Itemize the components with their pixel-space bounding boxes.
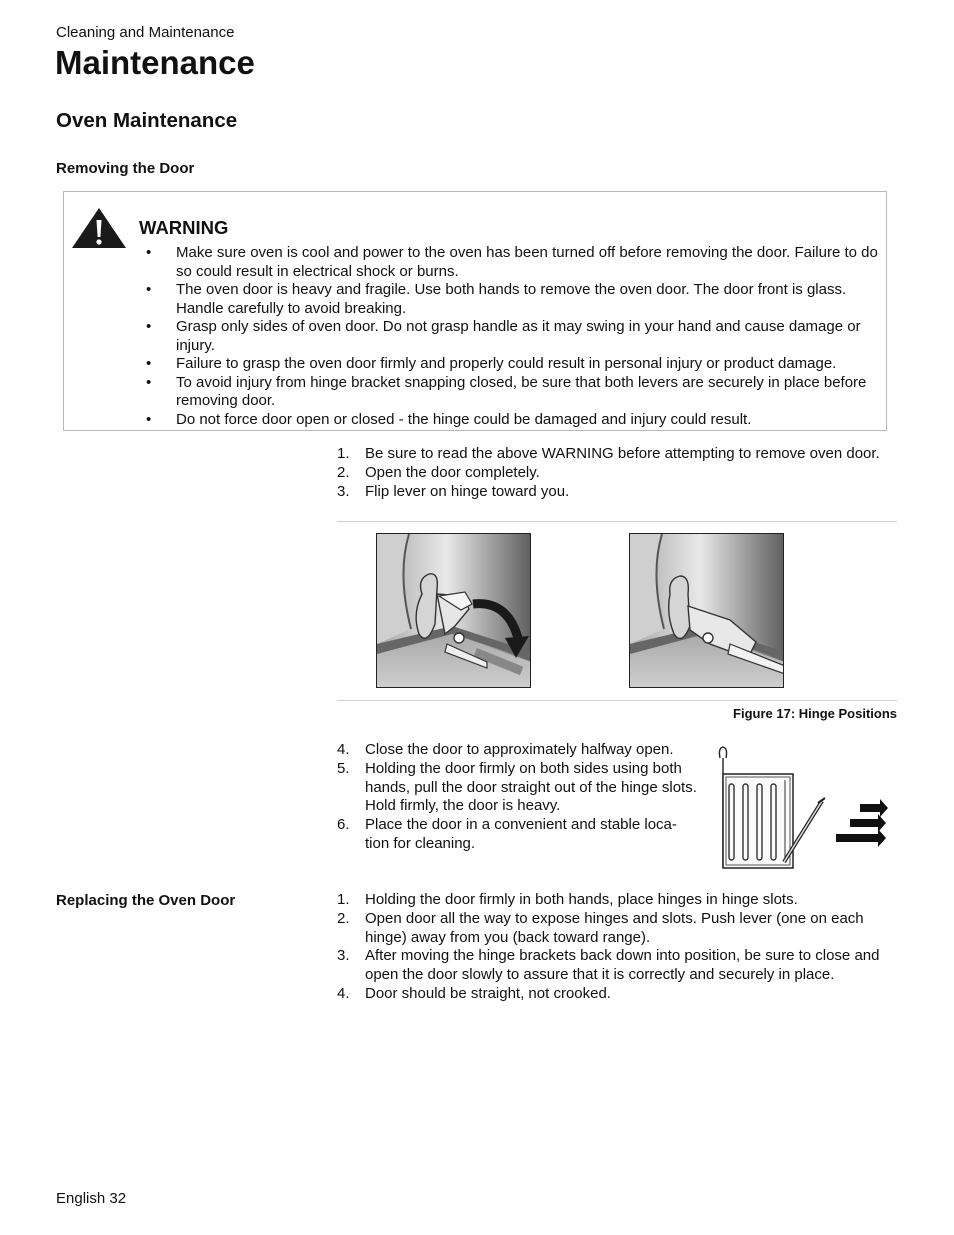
page-footer: English 32 <box>56 1190 127 1207</box>
warning-triangle-icon <box>71 207 127 249</box>
removing-door-heading: Removing the Door <box>56 160 195 177</box>
replacing-door-heading: Replacing the Oven Door <box>56 892 236 909</box>
page-title: Maintenance <box>55 44 255 81</box>
figure-caption: Figure 17: Hinge Positions <box>733 706 897 721</box>
figure-bottom-rule <box>337 700 897 701</box>
warning-item: • Grasp only sides of oven door. Do not grasp handle as it may swing in your hand and cause damage or injury. <box>146 318 861 354</box>
warning-item: • To avoid injury from hinge bracket snapping closed, be sure that both levers are securely in place before removing door. <box>146 373 867 409</box>
warning-item: • Failure to grasp the oven door firmly and properly could result in personal injury or product damage. <box>146 355 837 372</box>
section-title: Oven Maintenance <box>56 109 238 132</box>
step-item: 3. After moving the hinge brackets back down into position, be sure to close and open the door slowly to assure that it is correctly and securely in place. <box>337 947 880 984</box>
figure-top-rule <box>337 521 897 522</box>
step-item: 4. Close the door to approximately halfway open. <box>337 741 674 758</box>
warning-list <box>140 244 885 429</box>
warning-box <box>63 191 887 431</box>
step-item: 1. Holding the door firmly in both hands, place hinges in hinge slots. <box>337 891 798 908</box>
hinge-lever-up-photo <box>376 533 531 688</box>
step-item: 6. Place the door in a convenient and stable loca-tion for cleaning. <box>337 816 677 852</box>
step-item: 2. Open the door completely. <box>337 463 540 481</box>
hinge-lever-flipped-photo <box>629 533 784 688</box>
warning-title: WARNING <box>139 217 229 238</box>
step-item: 4. Door should be straight, not crooked. <box>337 984 611 1002</box>
warning-item: • The oven door is heavy and fragile. Use both hands to remove the oven door. The door front is glass. Handle carefully to avoid breaking. <box>146 281 847 317</box>
removal-steps-continued-list <box>337 741 697 854</box>
replacing-steps-list <box>337 891 907 1004</box>
step-item: 3. Flip lever on hinge toward you. <box>337 482 570 500</box>
warning-item: • Make sure oven is cool and power to the oven has been turned off before removing the door. Failure to do so could result in electrical shock or burns. <box>146 244 878 280</box>
step-item: 2. Open door all the way to expose hinges and slots. Push lever (one on each hinge) away from you (back toward range). <box>337 909 864 946</box>
door-removal-diagram <box>714 744 894 872</box>
step-item: 1. Be sure to read the above WARNING before attempting to remove oven door. <box>337 445 880 462</box>
warning-item: • Do not force door open or closed - the hinge could be damaged and injury could result. <box>146 410 752 428</box>
section-label: Cleaning and Maintenance <box>56 24 235 41</box>
removal-steps-list <box>337 445 907 501</box>
step-item: 5. Holding the door firmly on both sides using both hands, pull the door straight out of the hinge slots. Hold firmly, the door is heavy. <box>337 759 697 815</box>
